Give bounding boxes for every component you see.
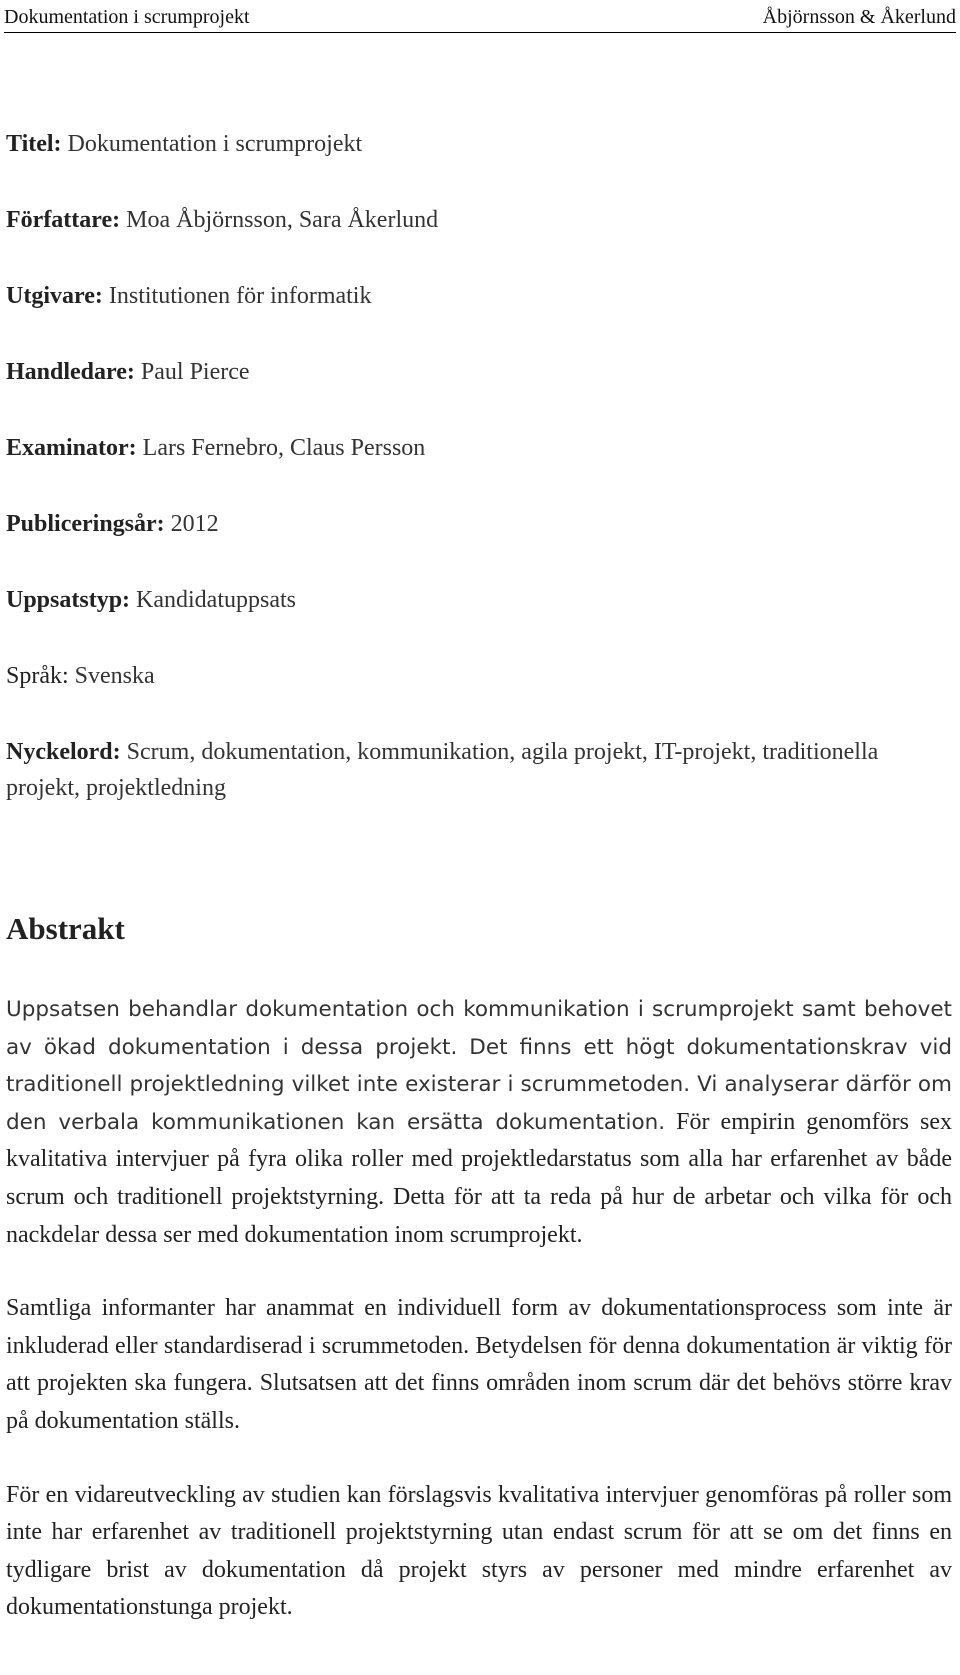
meta-title bbox=[6, 126, 946, 162]
meta-authors-value: Moa Åbjörnsson, Sara Åkerlund bbox=[120, 207, 439, 233]
meta-thesis-type bbox=[6, 582, 946, 618]
meta-supervisor-value: Paul Pierce bbox=[134, 359, 250, 385]
meta-language-label: Språk: bbox=[6, 663, 69, 689]
meta-year-label: Publiceringsår: bbox=[6, 511, 165, 537]
meta-keywords-value: Scrum, dokumentation, kommunikation, agila projekt, IT-projekt, traditionella projekt, projektledning bbox=[6, 739, 879, 801]
header-authors: Åbjörnsson & Åkerlund bbox=[762, 6, 956, 28]
abstract-paragraph-1 bbox=[6, 991, 952, 1254]
meta-publisher-label: Utgivare: bbox=[6, 283, 103, 309]
abstract-heading: Abstrakt bbox=[6, 911, 125, 946]
meta-examiner bbox=[6, 430, 946, 466]
meta-publisher-value: Institutionen för informatik bbox=[102, 283, 372, 309]
abstract-paragraph-3: För en vidareutveckling av studien kan förslagsvis kvalitativa intervjuer genomföras på roller som inte har erfarenhet av traditionell projektstyrning utan endast scrum för att se om det finns en tydligare brist av dokumentation då projekt styrs av personer med mindre erfarenhet av dokumentationstunga projekt. bbox=[6, 1481, 952, 1621]
meta-year bbox=[6, 506, 946, 542]
abstract-paragraph-1-part-a: Uppsatsen behandlar dokumentation och kommunikation i scrumprojekt samt behovet av ökad dokumentation i dessa projekt. Det finns ett högt dokumentationskrav vid traditionell projektledning vilket inte existerar i scrummetoden. Vi analyserar därför om den verbala kommunikationen kan ersätta dokumentation. bbox=[6, 997, 952, 1135]
meta-supervisor-label: Handledare: bbox=[6, 359, 135, 385]
meta-examiner-label: Examinator: bbox=[6, 435, 137, 461]
abstract-paragraph-2: Samtliga informanter har anammat en individuell form av dokumentationsprocess som inte är inkluderad eller standardiserad i scrummetoden. Betydelsen för denna dokumentation är viktig för att projekten ska fungera. Slutsatsen att det finns områden inom scrum där det behövs större krav på dokumentation ställs. bbox=[6, 1295, 952, 1434]
meta-year-value: 2012 bbox=[164, 511, 219, 537]
abstract-paragraph-1-part-b: För empirin genomförs sex kvalitativa intervjuer på fyra olika roller med projektledarstatus som alla har erfarenhet av både scrum och traditionell projektstyrning. Detta för att ta reda på hur de arbetar och vilka för och nackdelar dessa ser med dokumentation inom scrumprojekt. bbox=[6, 1108, 952, 1248]
meta-keywords-label: Nyckelord: bbox=[6, 739, 121, 765]
meta-keywords bbox=[6, 734, 946, 806]
meta-title-value: Dokumentation i scrumprojekt bbox=[61, 131, 363, 157]
running-header bbox=[4, 4, 956, 33]
meta-authors-label: Författare: bbox=[6, 207, 121, 233]
meta-thesis-type-value: Kandidatuppsats bbox=[130, 587, 297, 613]
meta-examiner-value: Lars Fernebro, Claus Persson bbox=[136, 435, 426, 461]
meta-thesis-type-label: Uppsatstyp: bbox=[6, 587, 131, 613]
meta-title-label: Titel: bbox=[6, 131, 62, 157]
meta-publisher bbox=[6, 278, 946, 314]
metadata-block bbox=[6, 126, 946, 806]
header-document-title: Dokumentation i scrumprojekt bbox=[4, 6, 250, 28]
meta-authors bbox=[6, 202, 946, 238]
meta-language bbox=[6, 658, 946, 694]
meta-language-value: Svenska bbox=[68, 663, 155, 689]
abstract-body bbox=[6, 991, 952, 1663]
meta-supervisor bbox=[6, 354, 946, 390]
